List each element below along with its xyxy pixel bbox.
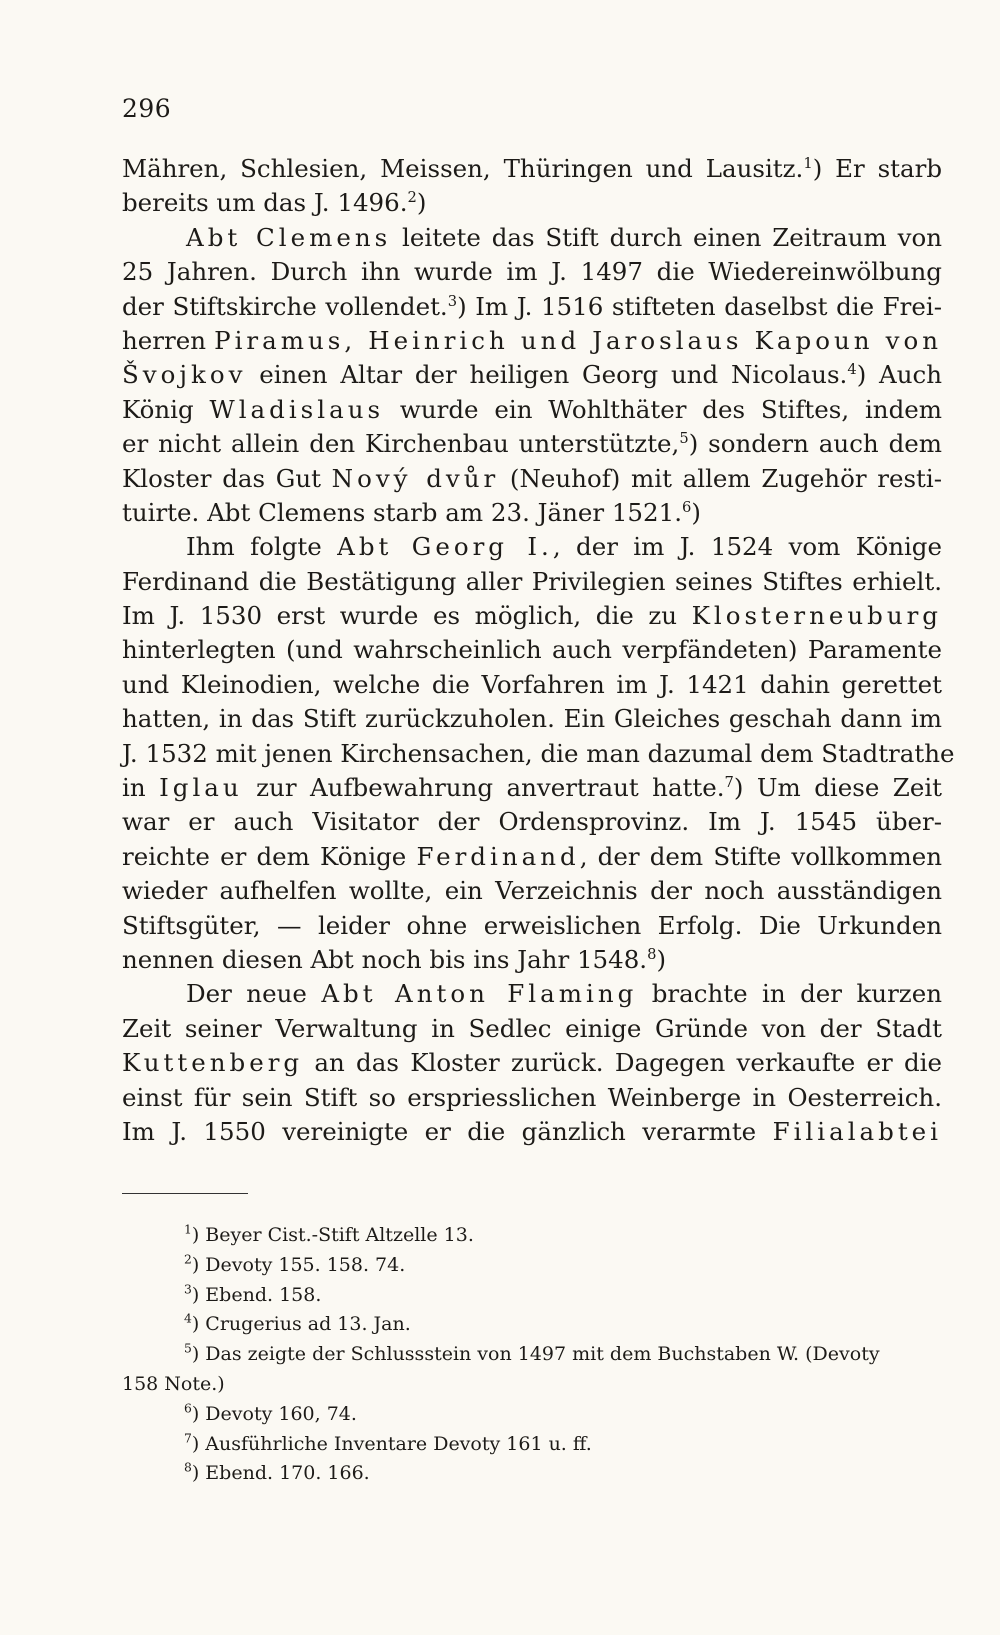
footnotes: [122, 1221, 942, 1489]
spaced-name: Abt Clemens: [186, 222, 392, 252]
footnote: [122, 1221, 942, 1251]
footnote: [122, 1459, 942, 1489]
text-run: ) sondern auch dem: [688, 429, 942, 459]
text-run: hatten, in das Stift zurückzuholen. Ein Gleiches geschah dann im: [122, 704, 942, 734]
text-run: Im J. 1550 vereinigte er die gänzlich verarmte: [122, 1116, 773, 1146]
text-run: ): [691, 497, 701, 527]
text-line: [122, 1046, 942, 1080]
text-line: [122, 393, 942, 427]
text-line: [122, 771, 942, 805]
text-run: ) Beyer Cist.-Stift Altzelle 13.: [191, 1224, 474, 1246]
text-line: [122, 530, 942, 564]
text-run: brachte in der kurzen: [637, 979, 942, 1009]
text-line: [122, 737, 955, 771]
text-line: [122, 565, 942, 599]
text-line: [122, 427, 942, 461]
text-run: tuirte. Abt Clemens starb am 23. Jäner 1521.: [122, 497, 682, 527]
text-run: ): [656, 944, 667, 974]
page-number: 296: [122, 94, 172, 123]
text-run: Ferdinand die Bestätigung aller Privilegien seines Stiftes erhielt.: [122, 566, 942, 596]
text-run: König: [122, 394, 210, 424]
footnote-marker[interactable]: 5: [184, 1341, 192, 1356]
text-run: Zeit seiner Verwaltung in Sedlec einige Gründe von der Stadt: [122, 1013, 942, 1043]
spaced-name: Švojkov: [122, 360, 247, 390]
text-run: Der neue: [186, 979, 322, 1009]
text-run: ) Er starb: [812, 154, 943, 183]
footnote: [122, 1310, 942, 1340]
text-line: [122, 186, 942, 220]
text-run: , der im J. 1524 vom Könige: [552, 532, 942, 562]
text-line: [122, 255, 942, 289]
footnote: [122, 1251, 942, 1281]
spaced-name: Ferdinand: [416, 841, 580, 871]
text-run: wieder aufhelfen wollte, ein Verzeichnis der noch ausständigen: [122, 876, 942, 906]
text-line: [122, 805, 942, 839]
text-run: reichte er dem Könige: [122, 841, 417, 871]
text-line: [122, 1115, 942, 1149]
text-line: [122, 496, 942, 530]
spaced-name: Filialabtei: [772, 1116, 942, 1146]
text-run: ) Um diese Zeit: [733, 773, 942, 803]
text-line: [122, 668, 942, 702]
text-run: ) Ausführliche Inventare Devoty 161 u. ff.: [191, 1432, 592, 1455]
text-run: in: [122, 773, 160, 803]
text-run: Mähren, Schlesien, Meissen, Thüringen und Lausitz.: [122, 154, 804, 183]
text-line: [122, 324, 942, 358]
footnote-marker[interactable]: 4: [847, 361, 857, 379]
text-line: [122, 152, 942, 186]
footnote-separator: [122, 1193, 248, 1194]
text-run: herren: [122, 325, 215, 355]
spaced-name: Wladislaus: [209, 394, 385, 424]
text-run: ): [416, 188, 427, 218]
text-run: ) Ebend. 170. 166.: [191, 1462, 370, 1485]
text-run: ) Auch: [856, 360, 942, 390]
text-line: [122, 840, 942, 874]
footnote-marker[interactable]: 7: [724, 774, 734, 792]
text-run: Kloster das Gut: [122, 463, 332, 493]
text-run: ) Im J. 1516 stifteten daselbst die Frei-: [457, 291, 942, 321]
text-run: der Stiftskirche vollendet.: [122, 291, 448, 321]
text-run: ) Ebend. 158.: [191, 1283, 322, 1306]
spaced-name: Piramus, Heinrich und Jaroslaus Kapoun von: [214, 325, 942, 355]
spaced-name: Iglau: [159, 773, 243, 803]
footnote-marker[interactable]: 5: [679, 430, 689, 448]
text-line: [122, 599, 942, 633]
footnote-marker[interactable]: 3: [447, 292, 458, 310]
text-run: zur Aufbewahrung anvertraut hatte.: [242, 773, 725, 803]
text-line: [122, 909, 942, 943]
footnote-marker[interactable]: 8: [647, 946, 657, 964]
text-run: leitete das Stift durch einen Zeitraum von: [391, 222, 942, 252]
footnote-marker[interactable]: 3: [184, 1282, 192, 1297]
body-text: [122, 152, 955, 1149]
text-run: , der dem Stifte vollkommen: [579, 841, 942, 871]
footnote: [122, 1370, 942, 1400]
text-run: er nicht allein den Kirchenbau unterstützte,: [122, 429, 680, 459]
text-run: Ihm folgte: [186, 532, 338, 562]
text-line: [122, 874, 942, 908]
text-run: war er auch Visitator der Ordensprovinz. Im J. 1545 über-: [122, 807, 942, 837]
footnote-marker[interactable]: 1: [184, 1222, 192, 1237]
text-run: ) Devoty 155. 158. 74.: [191, 1253, 406, 1276]
text-line: [122, 943, 942, 977]
text-run: an das Kloster zurück. Dagegen verkaufte er die: [303, 1048, 942, 1078]
text-run: 25 Jahren. Durch ihn wurde im J. 1497 die Wiedereinwölbung: [122, 257, 942, 287]
footnote-marker[interactable]: 6: [681, 499, 692, 517]
text-run: ) Das zeigte der Schlussstein von 1497 mit dem Buchstaben W. (Devoty: [191, 1343, 880, 1366]
spaced-name: Kuttenberg: [122, 1048, 304, 1078]
footnote-marker[interactable]: 8: [184, 1460, 192, 1475]
footnote: [122, 1340, 942, 1370]
text-run: ) Crugerius ad 13. Jan.: [191, 1313, 411, 1336]
footnote: [122, 1430, 942, 1460]
footnote: [122, 1400, 942, 1430]
text-line: [122, 290, 942, 324]
text-run: und Kleinodien, welche die Vorfahren im J. 1421 dahin gerettet: [122, 669, 942, 699]
footnote-marker[interactable]: 2: [184, 1252, 192, 1267]
text-run: wurde ein Wohlthäter des Stiftes, indem: [384, 394, 942, 424]
text-line: [122, 633, 942, 667]
text-line: [122, 221, 942, 255]
footnote-marker[interactable]: 4: [184, 1311, 192, 1326]
text-line: [122, 358, 942, 392]
text-run: (Neuhof) mit allem Zugehör resti-: [499, 463, 942, 493]
text-run: 158 Note.): [122, 1372, 225, 1395]
footnote-marker[interactable]: 1: [803, 155, 813, 173]
footnote-marker[interactable]: 6: [184, 1401, 192, 1416]
text-run: Stiftsgüter, — leider ohne erweislichen Erfolg. Die Urkunden: [122, 910, 942, 940]
text-line: [122, 462, 942, 496]
text-line: [122, 977, 942, 1011]
text-run: ) Devoty 160, 74.: [191, 1402, 357, 1425]
spaced-name: Abt Georg I.: [337, 532, 553, 562]
text-run: J. 1532 mit jenen Kirchensachen, die man dazumal dem Stadtrathe: [122, 738, 955, 768]
footnote: [122, 1281, 942, 1311]
text-run: Im J. 1530 erst wurde es möglich, die zu: [122, 601, 692, 631]
text-run: bereits um das J. 1496.: [122, 188, 408, 218]
footnote-marker[interactable]: 2: [407, 189, 417, 207]
text-line: [122, 1081, 942, 1115]
text-run: einen Altar der heiligen Georg und Nicolaus.: [246, 360, 848, 390]
spaced-name: Abt Anton Flaming: [321, 979, 638, 1009]
text-run: einst für sein Stift so erspriesslichen Weinberge in Oesterreich.: [122, 1082, 942, 1112]
text-line: [122, 1012, 942, 1046]
text-run: hinterlegten (und wahrscheinlich auch verpfändeten) Paramente: [122, 635, 942, 665]
footnote-marker[interactable]: 7: [184, 1431, 192, 1446]
spaced-name: Klosterneuburg: [691, 601, 942, 631]
spaced-name: Nový dvůr: [331, 463, 500, 493]
text-run: nennen diesen Abt noch bis ins Jahr 1548.: [122, 944, 648, 974]
text-line: [122, 702, 942, 736]
